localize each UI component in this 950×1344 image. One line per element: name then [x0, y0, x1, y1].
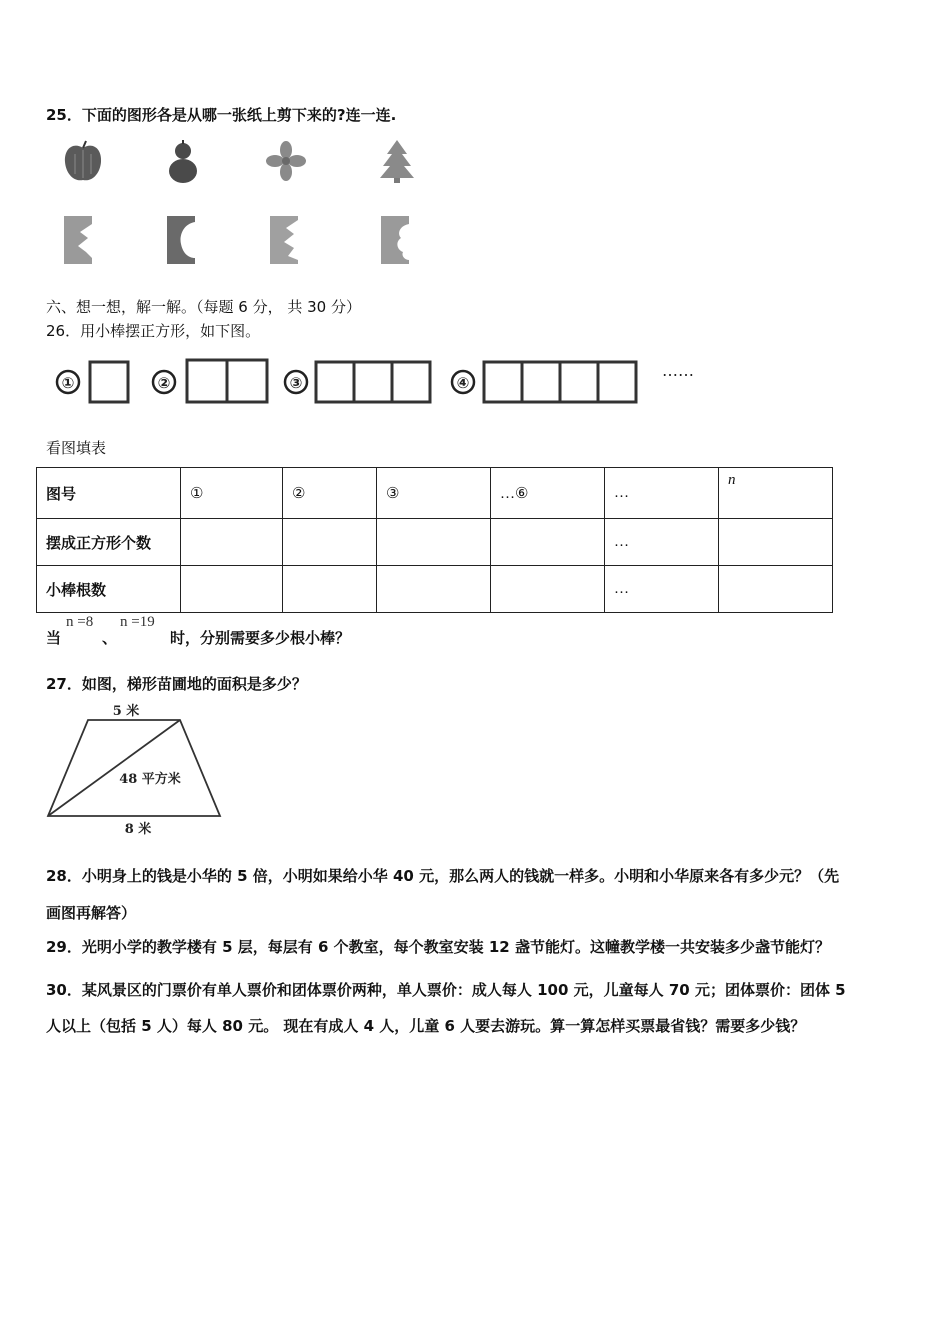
row-header-square-count: 摆成正方形个数 — [37, 519, 181, 566]
paper-a-image — [62, 214, 94, 266]
table-cell[interactable] — [283, 519, 377, 566]
q29-text: 29．光明小学的教学楼有 5 层，每层有 6 个教室，每个教室安装 12 盏节能灯。这幢教学楼一共安装多少盏节能灯？ — [46, 938, 830, 956]
section-6-title: 六、想一想，解一解。（每题 6 分， 共 30 分） — [46, 298, 361, 316]
q26-title: 26．用小棒摆正方形，如下图。 — [46, 322, 261, 340]
trapezoid-area-label: 48 平方米 — [119, 772, 181, 787]
q28-line-2: 画图再解答） — [46, 904, 137, 922]
table-cell[interactable] — [491, 519, 605, 566]
paper-c-image — [268, 214, 300, 266]
figure-label-3: ③ — [289, 374, 303, 392]
table-cell[interactable] — [719, 566, 833, 613]
q25-title: 25．下面的图形各是从哪一张纸上剪下来的?连一连. — [46, 106, 397, 124]
tree-shape-image — [377, 138, 417, 184]
row-header-figure: 图号 — [37, 468, 181, 519]
figure-label-1: ① — [61, 374, 75, 392]
table-cell[interactable] — [181, 519, 283, 566]
followup-n2: n =19 — [120, 614, 155, 630]
table-cell: ③ — [377, 468, 491, 519]
followup-separator: 、 — [102, 629, 118, 647]
figure-label-2: ② — [157, 374, 171, 392]
table-cell[interactable] — [719, 519, 833, 566]
figure-ellipsis: …… — [662, 361, 694, 380]
trapezoid-top-label: 5 米 — [112, 704, 140, 719]
table-cell: … — [605, 468, 719, 519]
paper-b-image — [165, 214, 197, 266]
table-caption: 看图填表 — [46, 439, 107, 457]
fill-in-table — [36, 467, 833, 613]
followup-n1: n =8 — [66, 614, 94, 630]
followup-prefix: 当 — [46, 629, 62, 647]
table-cell[interactable] — [377, 566, 491, 613]
figure-label-4: ④ — [456, 374, 470, 392]
paper-d-image — [379, 214, 411, 266]
table-cell[interactable] — [377, 519, 491, 566]
trapezoid-bottom-label: 8 米 — [124, 822, 152, 837]
table-row — [37, 468, 833, 519]
table-cell: … — [605, 566, 719, 613]
table-cell: ① — [181, 468, 283, 519]
table-cell: …⑥ — [491, 468, 605, 519]
q30-line-1: 30．某风景区的门票价有单人票价和团体票价两种，单人票价：成人每人 100 元，儿童每人 70 元；团体票价：团体 5 — [46, 981, 846, 999]
followup-suffix: 时，分别需要多少根小棒？ — [170, 629, 351, 647]
gourd-shape-image — [163, 138, 203, 186]
q27-title: 27．如图，梯形苗圃地的面积是多少？ — [46, 675, 307, 693]
trapezoid-figure — [44, 700, 234, 840]
table-row — [37, 566, 833, 613]
table-cell-n: n — [719, 468, 833, 519]
table-cell[interactable] — [181, 566, 283, 613]
table-row — [37, 519, 833, 566]
table-cell: ② — [283, 468, 377, 519]
flower-shape-image — [265, 140, 307, 182]
q28-line-1: 28．小明身上的钱是小华的 5 倍，小明如果给小华 40 元，那么两人的钱就一样多。小明和小华原来各有多少元？（先 — [46, 867, 840, 885]
stick-squares-figure — [52, 350, 732, 410]
q30-line-2: 人以上（包括 5 人）每人 80 元。 现在有成人 4 人，儿童 6 人要去游玩。算一算怎样买票最省钱？需要多少钱？ — [46, 1017, 806, 1035]
table-cell[interactable] — [491, 566, 605, 613]
table-cell[interactable] — [283, 566, 377, 613]
apple-shape-image — [60, 140, 106, 184]
row-header-stick-count: 小棒根数 — [37, 566, 181, 613]
table-cell: … — [605, 519, 719, 566]
